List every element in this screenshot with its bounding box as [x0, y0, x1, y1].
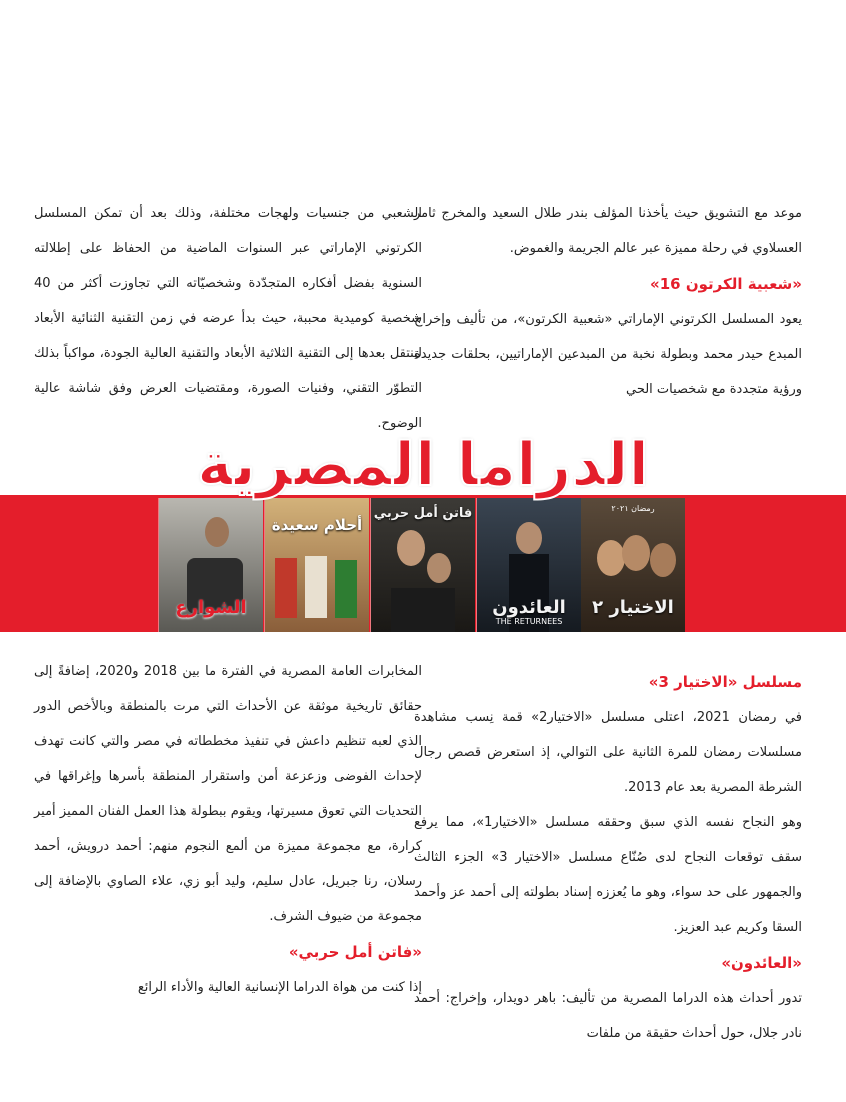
section-heading-faten-amal-harby: «فاتن أمل حربي»	[288, 943, 422, 961]
paragraph: الشعبي من جنسيات ولهجات مختلفة، وذلك بعد أن تمكن المسلسل الكرتوني الإماراتي عبر السنوات الماضية من الحفاظ على إطلالته السنوية بفضل أفكاره المتجدّدة وشخصيّاته التي تجاوزت أكثر من 40 شخصية كوميدية محببة، حيث بدأ عرضه في زمن التقنية الثنائية الأبعاد لينتقل بعدها إلى التقنية الثلاثية الأبعاد والتقنية العالية الجودة، مواكباً بذلك التطوّر التقني، وفنيات الصورة، ومقتضيات العرض وفق شاشة عالية الوضوح.	[34, 206, 422, 431]
paragraph: تدور أحداث هذه الدراما المصرية من تأليف: باهر دويدار، وإخراج: أحمد نادر جلال، حول أحداث حقيقة من ملفات	[414, 991, 802, 1041]
poster-title: العائدون	[492, 597, 566, 618]
poster-al-shawarea	[158, 498, 263, 632]
section-heading-al-ikhtiyar-3: مسلسل «الاختيار 3»	[648, 673, 802, 691]
top-left-column	[34, 196, 422, 441]
section-heading-shaabiyat-cartoon: «شعبية الكرتون 16»	[650, 275, 802, 293]
paragraph: إذا كنت من هواة الدراما الإنسانية العالية والأداء الرائع	[137, 980, 422, 995]
paragraph: يعود المسلسل الكرتوني الإماراتي «شعبية الكرتون»، من تأليف وإخراج المبدع حيدر محمد وبطولة نخبة من المبدعين الإماراتيين، بحلقات جديدة ورؤية متجددة مع شخصيات الحي	[414, 312, 802, 397]
top-right-column	[414, 196, 802, 407]
bottom-right-column	[414, 664, 802, 1051]
poster-caption: THE RETURNEES	[495, 617, 563, 626]
paragraph: المخابرات العامة المصرية في الفترة ما بين 2018 و2020، إضافةً إلى حقائق تاريخية موثقة عن الأحداث التي مرت بالمنطقة وبالأخص الدور الذي لعبه تنظيم داعش في تنفيذ مخططاته في مصر والتي كانت تهدف لإحداث الفوضى وزعزعة أمن واستقرار المنطقة بأسرها وإغراقها في التحديات التي تعوق مسيرتها، ويقوم ببطولة هذا العمل الفنان المميز أمير كرارة، مع مجموعة مميزة من ألمع النجوم منهم: أحمد درويش، أحمد رسلان، رنا جبريل، عادل سليم، وليد أبو زي، علاء الصاوي بالإضافة إلى مجموعة من ضيوف الشرف.	[34, 664, 422, 924]
poster-caption: رمضان ٢٠٢١	[611, 504, 655, 513]
section-heading-al-aedoun: «العائدون»	[721, 954, 802, 972]
poster-title: الاختيار ٢	[592, 597, 674, 618]
bottom-left-column	[34, 654, 422, 1005]
poster-title: فاتن أمل حربي	[373, 506, 473, 521]
poster-faten-amal-harby	[370, 498, 475, 632]
paragraph: في رمضان 2021، اعتلى مسلسل «الاختيار2» قمة نِسب مشاهدة مسلسلات رمضان للمرة الثانية على التوالي، إذ استعرض قصص رجال الشرطة المصرية بعد عام 2013.	[414, 710, 802, 795]
poster-title: الشوارع	[175, 597, 247, 618]
poster-title: أحلام سعيدة	[271, 516, 363, 534]
paragraph: وهو النجاح نفسه الذي سبق وحققه مسلسل «الاختيار1»، مما يرفع سقف توقعات النجاح لدى صُنّاع مسلسل «الاختيار 3» الجزء الثالث والجمهور على حد سواء، وهو ما يُعززه إسناد بطولته إلى أحمد عز وأحمد السقا وكريم عبد العزيز.	[414, 815, 802, 935]
poster-ahlam-saeeda	[264, 498, 369, 632]
banner-title: الدراما المصرية	[196, 430, 650, 500]
poster-al-ikhtiyar-2	[580, 498, 685, 632]
poster-al-aedoun	[476, 498, 581, 632]
paragraph: موعد مع التشويق حيث يأخذنا المؤلف بندر طلال السعيد والمخرج ثامر العسلاوي في رحلة مميزة عبر عالم الجريمة والغموض.	[414, 206, 802, 256]
